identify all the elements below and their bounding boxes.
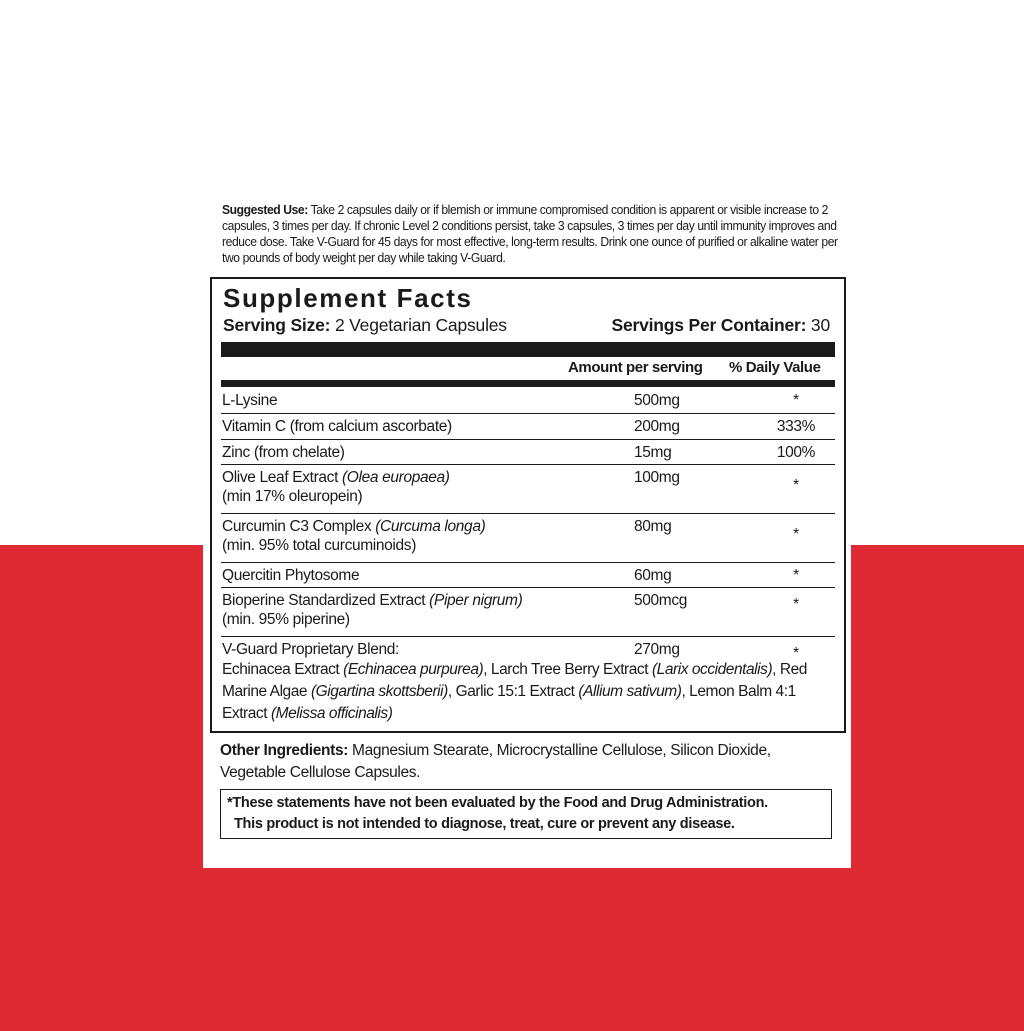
ingredient-daily-value: * [793,526,799,543]
blend-ingredient: , Larch Tree Berry Extract [483,661,652,678]
ingredient-name: Bioperine Standardized Extract (Piper nigrum) (min. 95% piperine) [222,592,523,628]
ingredient-name: Quercitin Phytosome [222,567,360,584]
table-row [221,515,835,563]
other-ingredients-label: Other Ingredients: [220,742,349,759]
blend-botanical-name: (Melissa officinalis) [270,705,393,722]
disclaimer-line-2: This product is not intended to diagnose, treat, cure or prevent any disease. [234,816,735,832]
servings-per-container-label: Servings Per Container: [611,315,807,335]
table-row [221,415,835,440]
suggested-use [222,202,848,266]
ingredient-amount: 100mg [634,469,680,486]
table-row [221,389,835,414]
other-ingredients [220,740,840,784]
ingredient-name: L-Lysine [222,392,278,409]
table-row [221,564,835,588]
daily-value-column-header: % Daily Value [729,359,821,376]
supplement-facts-panel [210,277,846,733]
ingredient-daily-value: 333% [776,418,816,435]
other-ingredients-text: Magnesium Stearate, Microcrystalline Cellulose, Silicon Dioxide, Vegetable Cellulose Capsules. [220,742,771,781]
ingredient-daily-value: * [793,392,799,409]
ingredient-amount: 270mg [634,641,680,658]
table-row [221,441,835,465]
ingredient-daily-value: * [793,477,799,494]
disclaimer-line-1: *These statements have not been evaluated by the Food and Drug Administration. [227,795,768,811]
facts-title: Supplement Facts [223,283,473,313]
blend-ingredient: Echinacea Extract [222,661,344,678]
blend-botanical-name: (Echinacea purpurea) [343,661,484,678]
proprietary-blend-ingredients [222,659,836,725]
ingredient-daily-value: * [793,567,799,584]
fda-disclaimer [220,789,832,839]
ingredient-daily-value: * [793,596,799,613]
servings-per-container [612,315,831,336]
medium-divider [221,380,835,387]
table-row [221,638,835,730]
blend-botanical-name: (Gigartina skottsberii) [310,683,448,700]
ingredient-name: Olive Leaf Extract (Olea europaea) (min 17% oleuropein) [222,469,450,505]
serving-size-label: Serving Size: [223,315,331,335]
serving-size-value: 2 Vegetarian Capsules [330,315,507,335]
blend-ingredient: , Garlic 15:1 Extract [447,683,579,700]
ingredient-name: V-Guard Proprietary Blend: [222,641,399,658]
ingredient-daily-value: * [793,645,799,662]
ingredient-daily-value: 100% [776,444,816,461]
blend-botanical-name: (Allium sativum) [578,683,682,700]
ingredient-amount: 200mg [634,418,680,435]
ingredient-name: Curcumin C3 Complex (Curcuma longa) (min. 95% total curcuminoids) [222,518,486,554]
suggested-use-text: Take 2 capsules daily or if blemish or immune compromised condition is apparent or visible increase to 2 capsules, 3 times per day. If chronic Level 2 conditions persist, take 3 capsules, 3 times per day until immunity improves and reduce dose. Take V-Guard for 45 days for most effective, long-term results. Drink one ounce of purified or alkaline water per two pounds of body weight per day while taking V-Guard. [222,202,838,265]
blend-ingredient: , Red Marine Algae [222,661,807,700]
amount-column-header: Amount per serving [568,359,703,376]
ingredient-amount: 15mg [634,444,672,461]
ingredient-amount: 500mcg [634,592,688,609]
serving-size [223,315,507,336]
blend-botanical-name: (Larix occidentalis) [651,661,773,678]
servings-per-container-value: 30 [806,315,830,335]
table-row [221,466,835,514]
ingredient-amount: 500mg [634,392,680,409]
ingredient-name: Vitamin C (from calcium ascorbate) [222,418,452,435]
ingredient-name: Zinc (from chelate) [222,444,345,461]
ingredient-amount: 80mg [634,518,672,535]
thick-divider [221,342,835,357]
suggested-use-label: Suggested Use: [222,202,308,217]
ingredient-amount: 60mg [634,567,672,584]
blend-ingredient: , Lemon Balm 4:1 Extract [222,683,796,722]
table-row [221,589,835,637]
